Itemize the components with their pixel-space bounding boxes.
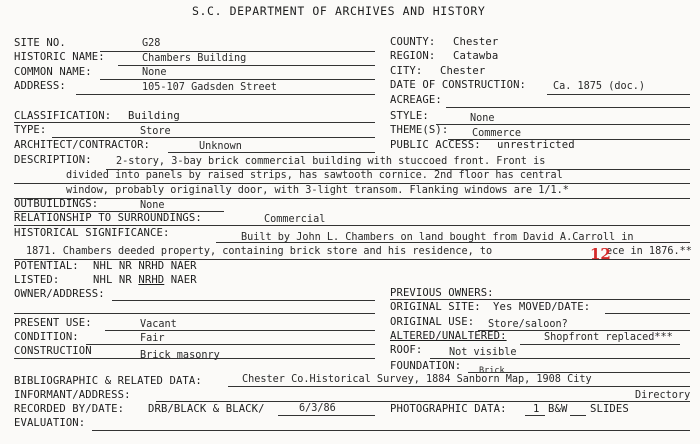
condition-value: Fair: [140, 333, 165, 344]
address-value: 105-107 Gadsden Street: [142, 82, 277, 93]
potential-label: POTENTIAL:: [14, 260, 79, 272]
date-line: [547, 94, 690, 95]
description-line-3: window, probably originally door, with 3-light transom. Flanking windows are 1/1.*: [66, 185, 569, 196]
address-label: ADDRESS:: [14, 80, 66, 92]
owner-address-label: OWNER/ADDRESS:: [14, 288, 105, 300]
present-use-label: PRESENT USE:: [14, 317, 92, 329]
acreage-label: ACREAGE:: [390, 94, 442, 106]
classification-label: CLASSIFICATION:: [14, 110, 112, 122]
photo-slides: SLIDES: [590, 403, 629, 415]
description-line-2: divided into panels by raised strips, has sawtooth cornice. 2nd floor has central: [66, 170, 563, 181]
description-line-1: 2-story, 3-bay brick commercial building with stuccoed front. Front is: [116, 156, 546, 167]
city-value: Chester: [440, 65, 486, 77]
style-line: [436, 124, 690, 125]
description-rule-3: [14, 198, 690, 199]
altered-label: [390, 331, 507, 342]
construction-label: CONSTRUCTION: [14, 345, 92, 357]
altered-label-text: ALTERED/UNALTERED:: [390, 330, 507, 342]
altered-line: [520, 344, 680, 345]
bibliographic-value: Chester Co.Historical Survey, 1884 Sanborn Map, 1908 City: [242, 374, 592, 385]
altered-value: Shopfront replaced***: [544, 332, 673, 343]
public-access-value: unrestricted: [497, 139, 575, 151]
photo-bw: B&W: [548, 403, 568, 415]
original-site-value: Yes MOVED/DATE:: [493, 301, 591, 313]
foundation-label: FOUNDATION:: [390, 360, 462, 372]
county-value: Chester: [453, 36, 499, 48]
photo-count-line: [525, 415, 545, 416]
architect-value: Unknown: [199, 141, 242, 152]
recorded-by-value: DRB/BLACK & BLACK/: [148, 403, 265, 415]
informant-line: [156, 401, 690, 402]
date-of-construction-label: DATE OF CONSTRUCTION:: [390, 79, 527, 91]
condition-label: CONDITION:: [14, 331, 79, 343]
historic-name-value: Chambers Building: [142, 53, 247, 64]
architect-label: ARCHITECT/CONTRACTOR:: [14, 139, 151, 151]
foundation-line: [468, 372, 690, 373]
historic-name-line: [118, 65, 375, 66]
region-label: REGION:: [390, 50, 436, 62]
historical-significance-label: HISTORICAL SIGNIFICANCE:: [14, 227, 170, 239]
type-label: TYPE:: [14, 124, 47, 136]
recorded-date-line: [278, 415, 375, 416]
listed-label: LISTED:: [14, 274, 60, 286]
handwritten-correction: 12: [590, 245, 611, 263]
roof-value: Not visible: [449, 347, 517, 358]
present-use-value: Vacant: [140, 319, 177, 330]
listed-options: [93, 275, 197, 286]
previous-owners-label: PREVIOUS OWNERS:: [390, 287, 494, 299]
listed-options-a: NHL NR: [93, 274, 139, 286]
original-use-value: Store/saloon?: [488, 319, 568, 330]
original-use-label: ORIGINAL USE:: [390, 316, 475, 328]
potential-options: NHL NR NRHD NAER: [93, 260, 197, 272]
significance-line-1: Built by John L. Chambers on land bought from David A.Carroll in: [241, 232, 634, 243]
present-use-line: [105, 330, 375, 331]
type-value: Store: [140, 126, 171, 137]
bibliographic-label: BIBLIOGRAPHIC & RELATED DATA:: [14, 375, 202, 387]
owner-line-2: [14, 313, 375, 314]
form-header: S.C. DEPARTMENT OF ARCHIVES AND HISTORY: [192, 4, 486, 18]
description-rule-2: [14, 183, 690, 184]
photo-bw-line: [570, 415, 586, 416]
site-no-value: G28: [142, 38, 161, 49]
informant-value: Directory: [635, 390, 691, 401]
public-access-label: PUBLIC ACCESS:: [390, 139, 481, 151]
type-line: [52, 137, 375, 138]
address-line: [76, 94, 375, 95]
outbuildings-label: OUTBUILDINGS:: [14, 198, 99, 210]
county-label: COUNTY:: [390, 36, 436, 48]
acreage-line: [446, 107, 690, 108]
city-label: CITY:: [390, 65, 423, 77]
style-label: STYLE:: [390, 110, 429, 122]
foundation-value: Brick: [479, 366, 505, 376]
roof-line: [430, 358, 690, 359]
owner-line-1: [112, 300, 375, 301]
original-use-line: [478, 330, 690, 331]
construction-line: [14, 358, 375, 359]
themes-label: THEME(S):: [390, 124, 449, 136]
common-name-label: COMMON NAME:: [14, 66, 92, 78]
date-of-construction-value: Ca. 1875 (doc.): [553, 81, 646, 92]
relationship-line: [14, 225, 690, 226]
region-value: Catawba: [453, 50, 499, 62]
relationship-label: RELATIONSHIP TO SURROUNDINGS:: [14, 212, 202, 224]
common-name-line: [100, 79, 375, 80]
photographic-label: PHOTOGRAPHIC DATA:: [390, 403, 507, 415]
previous-owners-line: [390, 299, 690, 300]
significance-line-2: 1871. Chambers deeded property, containing brick store and his residence, to: [26, 246, 493, 257]
description-label: DESCRIPTION:: [14, 154, 92, 166]
listed-options-nrhd: NRHD: [138, 274, 165, 286]
relationship-value: Commercial: [264, 214, 326, 225]
recorded-by-label: RECORDED BY/DATE:: [14, 403, 125, 415]
architect-line: [168, 152, 375, 153]
site-no-line: [100, 51, 375, 52]
bibliographic-line: [228, 386, 690, 387]
condition-line: [86, 344, 375, 345]
significance-line-3: ece in 1876.**: [606, 246, 692, 257]
common-name-value: None: [142, 67, 167, 78]
themes-value: Commerce: [472, 128, 522, 139]
historic-name-label: HISTORIC NAME:: [14, 51, 105, 63]
roof-label: ROOF:: [390, 344, 423, 356]
outbuildings-value: None: [140, 200, 165, 211]
informant-label: INFORMANT/ADDRESS:: [14, 389, 131, 401]
recorded-date-value: 6/3/86: [299, 403, 336, 414]
moved-date-line: [605, 313, 690, 314]
original-site-label: ORIGINAL SITE:: [390, 301, 481, 313]
style-value: None: [470, 113, 495, 124]
evaluation-line: [92, 430, 690, 431]
evaluation-label: EVALUATION:: [14, 417, 86, 429]
site-no-label: SITE NO.: [14, 37, 66, 49]
significance-rule-1: [216, 242, 690, 243]
classification-value: Building: [128, 110, 180, 122]
photo-count: 1: [533, 403, 540, 415]
listed-options-b: NAER: [164, 274, 197, 286]
construction-value: Brick masonry: [140, 350, 220, 361]
classification-line: [14, 122, 375, 123]
